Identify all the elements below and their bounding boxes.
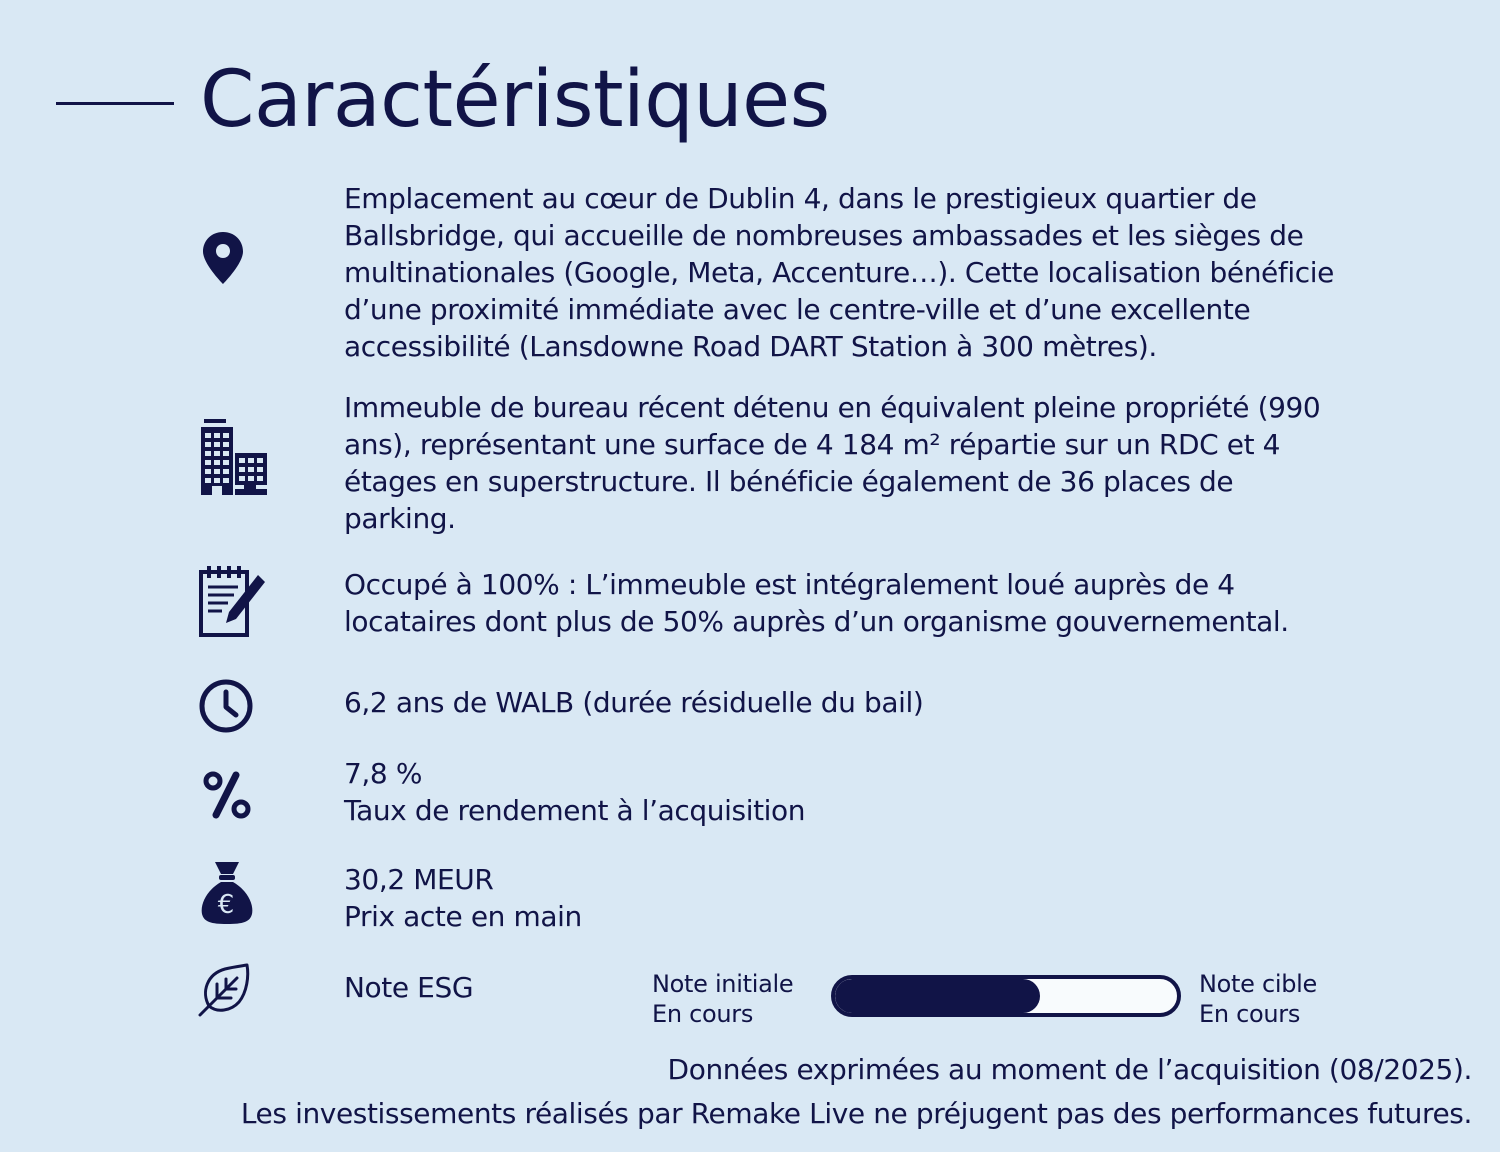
- clock-icon: [197, 677, 255, 735]
- location-description: Emplacement au cœur de Dublin 4, dans le prestigieux quartier de Ballsbridge, qui accueille de nombreuses ambassades et les sièges de multinationales (Google, Meta, Accenture…). Cette localisation bénéficie d’une proximité immédiate avec le centre-ville et d’une excellente accessibilité (Lansdowne Road DART Station à 300 mètres).: [344, 182, 1334, 363]
- footer-disclaimer: Les investissements réalisés par Remake Live ne préjugent pas des performances futures.: [240, 1097, 1472, 1130]
- footer-data-date: Données exprimées au moment de l’acquisition (08/2025).: [667, 1053, 1472, 1086]
- walb-text: 6,2 ans de WALB (durée résiduelle du bail): [344, 686, 924, 719]
- notepad-pencil-icon: [198, 565, 268, 639]
- occupancy-description: Occupé à 100% : L’immeuble est intégralement loué auprès de 4 locataires dont plus de 50% auprès d’un organisme gouvernemental.: [344, 568, 1289, 638]
- page-title: Caractéristiques: [200, 55, 830, 145]
- esg-progress-fill: [835, 979, 1040, 1013]
- yield-block: [344, 755, 805, 829]
- price-label: Prix acte en main: [344, 900, 582, 933]
- price-block: [344, 861, 582, 935]
- price-value: 30,2 MEUR: [344, 863, 494, 896]
- location-pin-icon: [201, 230, 245, 286]
- yield-label: Taux de rendement à l’acquisition: [344, 794, 806, 827]
- percent-icon: [203, 771, 251, 819]
- esg-initial-note: Note initiale En cours: [652, 970, 794, 1028]
- office-building-icon: [199, 419, 269, 497]
- esg-progress-bar: [831, 975, 1181, 1017]
- euro-money-bag-icon: [199, 860, 255, 926]
- svg-text:€: €: [217, 890, 235, 920]
- leaf-icon: [197, 962, 253, 1018]
- building-description: Immeuble de bureau récent détenu en équivalent pleine propriété (990 ans), représentant une surface de 4 184 m² répartie sur un RDC et 4 étages en superstructure. Il bénéficie également de 36 places de parking.: [344, 391, 1321, 535]
- esg-label: Note ESG: [344, 971, 474, 1004]
- yield-value: 7,8 %: [344, 757, 423, 790]
- title-rule: [56, 102, 174, 105]
- esg-target-note: Note cible En cours: [1199, 970, 1317, 1028]
